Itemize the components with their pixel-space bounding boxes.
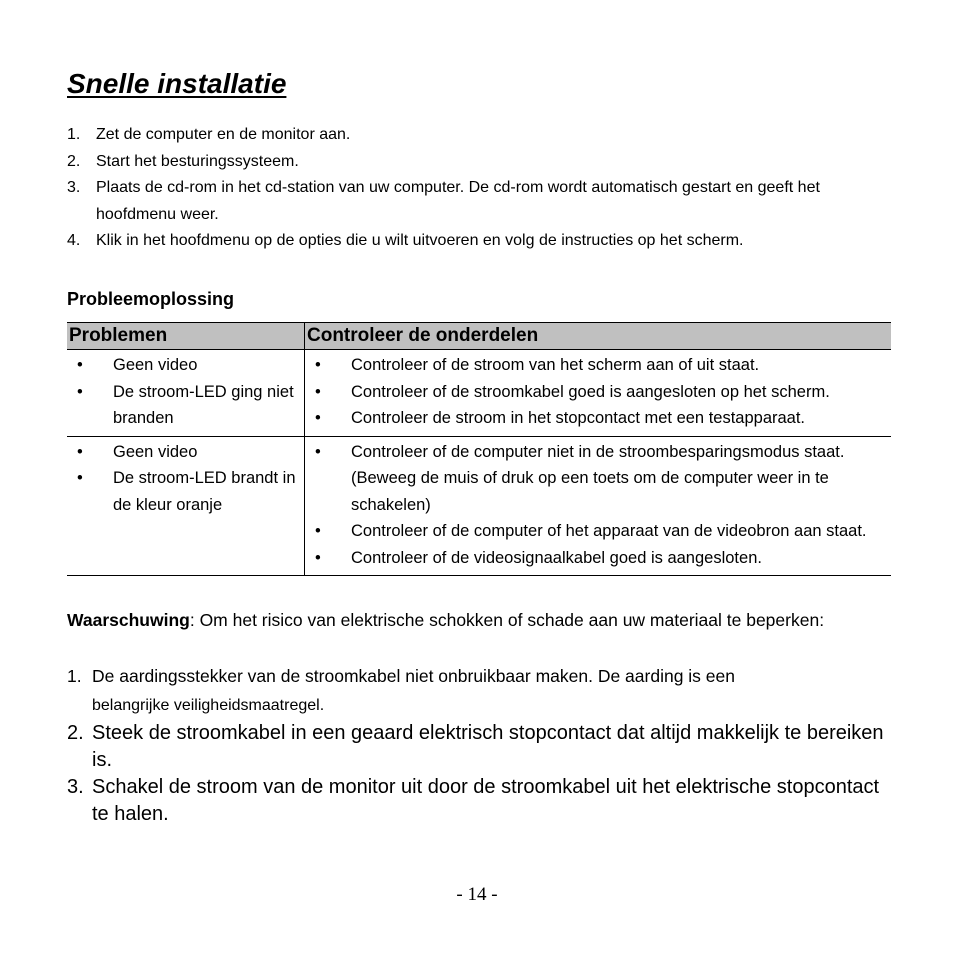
problems-cell bbox=[67, 350, 305, 437]
problem-text: Geen video bbox=[113, 442, 198, 461]
check-text: Controleer de stroom in het stopcontact met een testapparaat. bbox=[351, 409, 806, 427]
step-number: 2. bbox=[67, 722, 84, 744]
column-header-checks: Controleer de onderdelen bbox=[305, 323, 892, 350]
step-number: 3. bbox=[67, 179, 81, 196]
list-item bbox=[67, 149, 897, 176]
list-item bbox=[67, 379, 304, 432]
list-item bbox=[67, 439, 304, 466]
warning-steps-list bbox=[67, 662, 897, 828]
step-text: Steek de stroomkabel in een geaard elektrisch stopcontact dat altijd makkelijk te bereiken is. bbox=[92, 722, 884, 771]
list-item bbox=[67, 175, 897, 228]
checks-cell bbox=[305, 436, 892, 576]
warning-text: : Om het risico van elektrische schokken of schade aan uw materiaal te beperken: bbox=[189, 610, 825, 630]
step-text-line1: De aardingsstekker van de stroomkabel niet onbruikbaar maken. De aarding is een bbox=[92, 666, 735, 686]
step-number: 1. bbox=[67, 666, 82, 686]
bullet-icon: • bbox=[315, 356, 321, 374]
table-row bbox=[67, 350, 891, 437]
step-number: 4. bbox=[67, 232, 81, 249]
troubleshooting-heading: Probleemoplossing bbox=[67, 289, 235, 309]
install-steps-list bbox=[67, 122, 897, 255]
list-item bbox=[305, 439, 891, 519]
page-title: Snelle installatie bbox=[67, 68, 287, 99]
check-text: Controleer of de computer niet in de stroombesparingsmodus staat.(Beweeg de muis of druk op een toets om de computer weer in te schakelen) bbox=[351, 442, 845, 514]
list-item bbox=[67, 122, 897, 149]
check-text: Controleer of de computer of het apparaat van de videobron aan staat. bbox=[351, 522, 867, 540]
step-text bbox=[92, 662, 897, 720]
bullet-icon: • bbox=[77, 442, 83, 461]
problems-cell bbox=[67, 436, 305, 576]
list-item bbox=[305, 352, 891, 379]
check-text: Controleer of de videosignaalkabel goed is aangesloten. bbox=[351, 548, 762, 567]
step-text: Klik in het hoofdmenu op de opties die u wilt uitvoeren en volg de instructies op het scherm. bbox=[96, 232, 744, 249]
step-number: 1. bbox=[67, 126, 81, 143]
bullet-icon: • bbox=[315, 409, 321, 427]
table-row bbox=[67, 436, 891, 576]
warning-label: Waarschuwing bbox=[67, 610, 190, 630]
troubleshooting-table bbox=[67, 322, 891, 576]
bullet-icon: • bbox=[77, 356, 83, 374]
list-item bbox=[305, 379, 891, 406]
list-item bbox=[305, 545, 891, 572]
bullet-icon: • bbox=[315, 548, 321, 567]
check-text: Controleer of de stroomkabel goed is aangesloten op het scherm. bbox=[351, 382, 830, 401]
step-number: 2. bbox=[67, 152, 81, 170]
column-header-problems: Problemen bbox=[67, 323, 305, 350]
check-text: Controleer of de stroom van het scherm aan of uit staat. bbox=[351, 356, 760, 374]
bullet-icon: • bbox=[77, 382, 83, 401]
list-item bbox=[305, 518, 891, 545]
problem-text: Geen video bbox=[113, 356, 198, 374]
step-text: Start het besturingssysteem. bbox=[96, 152, 299, 170]
bullet-icon: • bbox=[315, 522, 321, 540]
page-number: - 14 - bbox=[456, 884, 498, 905]
step-text: Zet de computer en de monitor aan. bbox=[96, 126, 351, 143]
list-item bbox=[67, 662, 897, 720]
table-header-row bbox=[67, 323, 891, 350]
list-item bbox=[67, 720, 897, 774]
checks-cell bbox=[305, 350, 892, 437]
warning-paragraph bbox=[67, 606, 897, 634]
bullet-icon: • bbox=[315, 442, 321, 461]
list-item bbox=[67, 465, 304, 518]
step-text: Plaats de cd-rom in het cd-station van uw computer. De cd-rom wordt automatisch gestart en geeft het hoofdmenu weer. bbox=[96, 179, 820, 223]
list-item bbox=[67, 228, 897, 255]
step-text-line2: belangrijke veiligheidsmaatregel. bbox=[92, 697, 325, 714]
step-number: 3. bbox=[67, 776, 84, 798]
bullet-icon: • bbox=[77, 469, 83, 487]
problem-text: De stroom-LED brandt in de kleur oranje bbox=[113, 469, 296, 514]
list-item bbox=[67, 352, 304, 379]
step-text: Schakel de stroom van de monitor uit door de stroomkabel uit het elektrische stopcontact te halen. bbox=[92, 776, 880, 825]
list-item bbox=[67, 774, 897, 828]
bullet-icon: • bbox=[315, 382, 321, 401]
list-item bbox=[305, 405, 891, 432]
problem-text: De stroom-LED ging niet branden bbox=[113, 382, 294, 427]
